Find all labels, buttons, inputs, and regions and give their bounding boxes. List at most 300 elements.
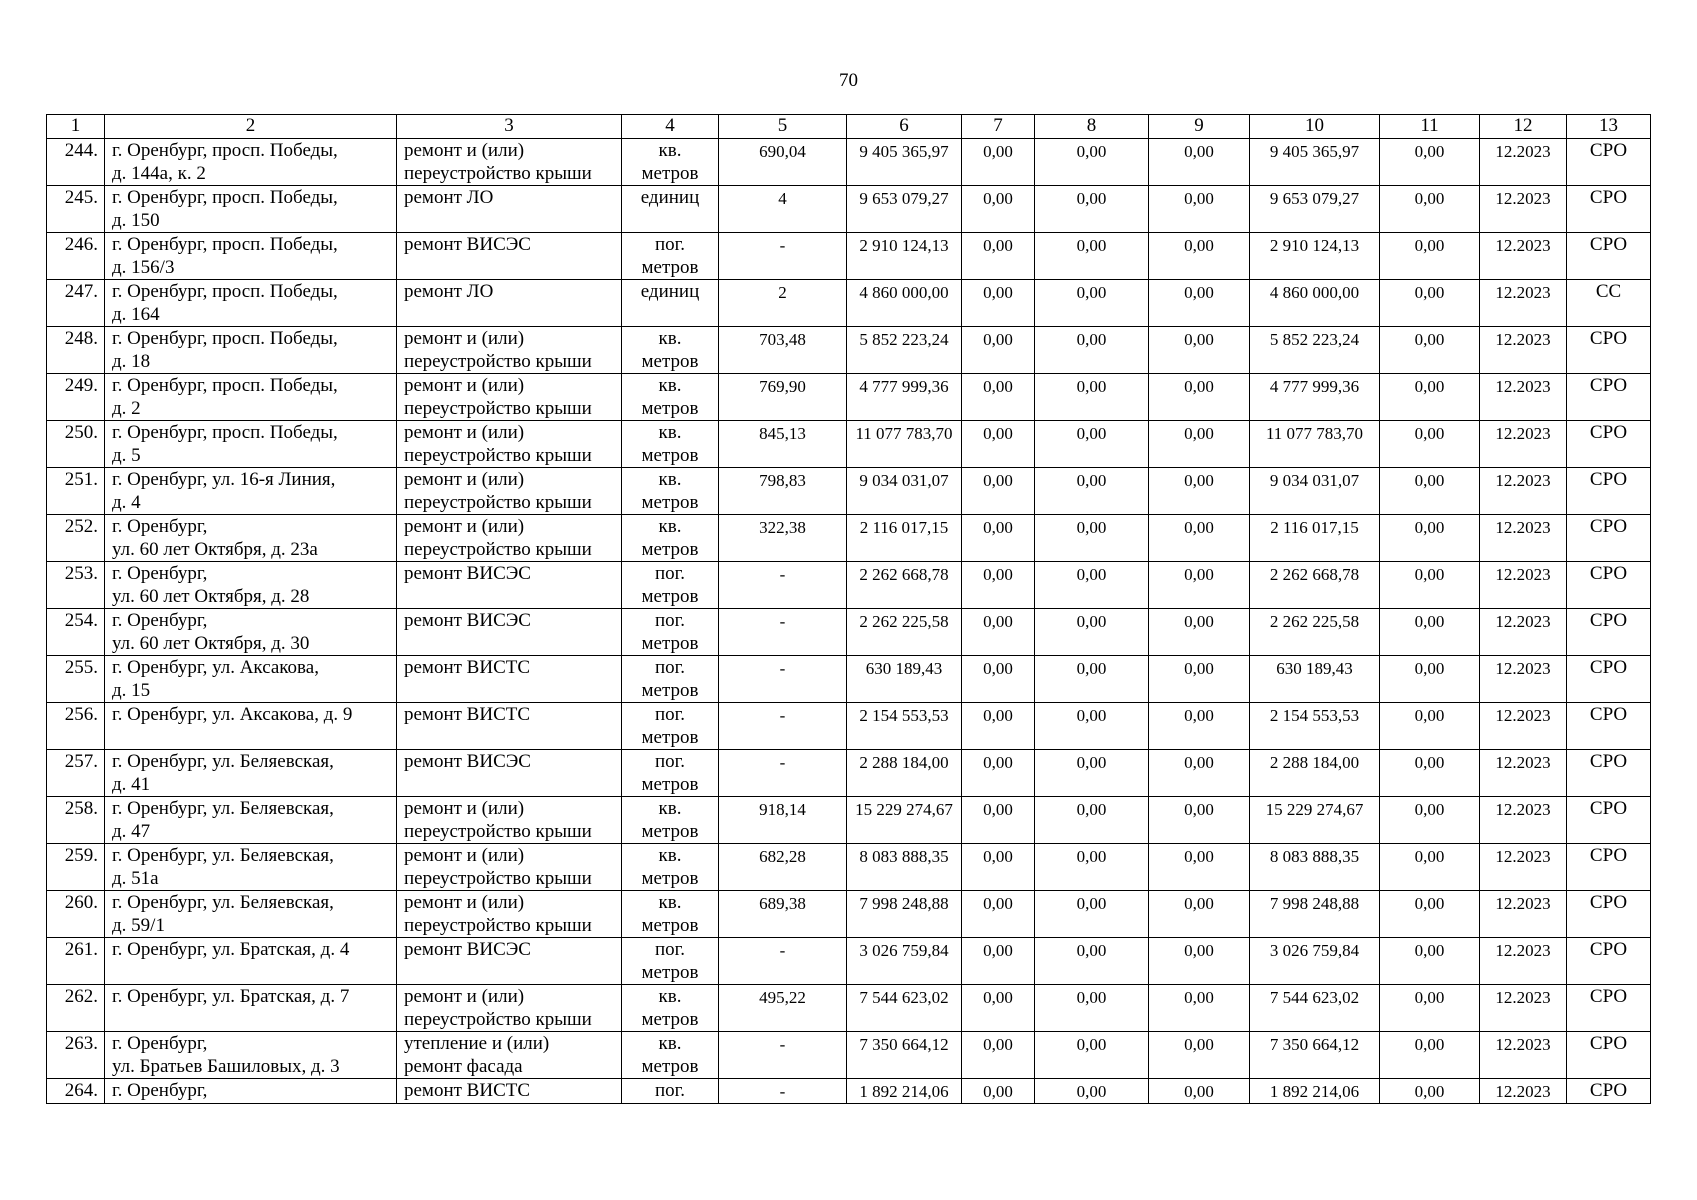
cell-cost-col-8: 0,00 — [1035, 280, 1149, 327]
cell-total-cost: 7 350 664,12 — [847, 1032, 962, 1079]
cell-cost-col-7: 0,00 — [962, 656, 1035, 703]
cell-address: г. Оренбург, просп. Победы, д. 18 — [105, 327, 397, 374]
cell-cost-col-10: 2 288 184,00 — [1250, 750, 1380, 797]
cell-method: СРО — [1567, 891, 1651, 938]
cell-cost-col-10: 2 262 668,78 — [1250, 562, 1380, 609]
cell-volume: 845,13 — [719, 421, 847, 468]
cell-method: СРО — [1567, 139, 1651, 186]
cell-row-number: 250. — [47, 421, 105, 468]
cell-row-number: 256. — [47, 703, 105, 750]
cell-cost-col-9: 0,00 — [1149, 468, 1250, 515]
table-row — [47, 1079, 1651, 1104]
cell-cost-col-8: 0,00 — [1035, 891, 1149, 938]
cell-cost-col-10: 9 405 365,97 — [1250, 139, 1380, 186]
cell-total-cost: 1 892 214,06 — [847, 1079, 962, 1104]
cell-row-number: 247. — [47, 280, 105, 327]
cell-cost-col-7: 0,00 — [962, 609, 1035, 656]
table-row — [47, 280, 1651, 327]
cell-work-type: ремонт и (или) переустройство крыши — [397, 985, 622, 1032]
cell-method: СРО — [1567, 1079, 1651, 1104]
cell-cost-col-10: 3 026 759,84 — [1250, 938, 1380, 985]
cell-completion-date: 12.2023 — [1480, 985, 1567, 1032]
cell-row-number: 258. — [47, 797, 105, 844]
cell-row-number: 254. — [47, 609, 105, 656]
cell-cost-col-11: 0,00 — [1380, 562, 1480, 609]
table-row — [47, 844, 1651, 891]
cell-cost-col-11: 0,00 — [1380, 609, 1480, 656]
cell-row-number: 262. — [47, 985, 105, 1032]
cell-work-type: ремонт и (или) переустройство крыши — [397, 468, 622, 515]
cell-total-cost: 2 154 553,53 — [847, 703, 962, 750]
cell-row-number: 263. — [47, 1032, 105, 1079]
cell-address: г. Оренбург, ул. Братская, д. 4 — [105, 938, 397, 985]
cell-cost-col-8: 0,00 — [1035, 421, 1149, 468]
table-row — [47, 139, 1651, 186]
cell-method: СРО — [1567, 468, 1651, 515]
cell-cost-col-8: 0,00 — [1035, 1079, 1149, 1104]
cell-completion-date: 12.2023 — [1480, 891, 1567, 938]
cell-volume: - — [719, 1079, 847, 1104]
cell-volume: 689,38 — [719, 891, 847, 938]
cell-work-type: утепление и (или) ремонт фасада — [397, 1032, 622, 1079]
table-row — [47, 562, 1651, 609]
cell-row-number: 244. — [47, 139, 105, 186]
cell-completion-date: 12.2023 — [1480, 1032, 1567, 1079]
cell-method: СРО — [1567, 938, 1651, 985]
cell-cost-col-7: 0,00 — [962, 186, 1035, 233]
cell-method: СРО — [1567, 609, 1651, 656]
cell-cost-col-8: 0,00 — [1035, 327, 1149, 374]
cell-completion-date: 12.2023 — [1480, 280, 1567, 327]
cell-unit: кв. метров — [622, 374, 719, 421]
cell-cost-col-11: 0,00 — [1380, 515, 1480, 562]
cell-cost-col-7: 0,00 — [962, 280, 1035, 327]
cell-volume: - — [719, 562, 847, 609]
cell-unit: пог. метров — [622, 656, 719, 703]
cell-total-cost: 4 860 000,00 — [847, 280, 962, 327]
cell-unit: единиц — [622, 280, 719, 327]
header-row — [47, 115, 1651, 139]
cell-method: СРО — [1567, 844, 1651, 891]
cell-cost-col-9: 0,00 — [1149, 374, 1250, 421]
cell-cost-col-9: 0,00 — [1149, 844, 1250, 891]
capital-repair-table — [46, 114, 1651, 1104]
column-header-2: 2 — [105, 115, 397, 139]
cell-cost-col-10: 5 852 223,24 — [1250, 327, 1380, 374]
cell-cost-col-7: 0,00 — [962, 750, 1035, 797]
table-body — [47, 139, 1651, 1104]
table-row — [47, 797, 1651, 844]
cell-work-type: ремонт и (или) переустройство крыши — [397, 421, 622, 468]
cell-work-type: ремонт ВИСТС — [397, 1079, 622, 1104]
cell-method: СРО — [1567, 421, 1651, 468]
cell-total-cost: 2 288 184,00 — [847, 750, 962, 797]
cell-cost-col-9: 0,00 — [1149, 609, 1250, 656]
table-row — [47, 468, 1651, 515]
cell-cost-col-8: 0,00 — [1035, 233, 1149, 280]
cell-row-number: 246. — [47, 233, 105, 280]
cell-address: г. Оренбург, ул. Беляевская, д. 59/1 — [105, 891, 397, 938]
cell-cost-col-7: 0,00 — [962, 844, 1035, 891]
cell-cost-col-8: 0,00 — [1035, 656, 1149, 703]
cell-total-cost: 9 405 365,97 — [847, 139, 962, 186]
cell-cost-col-11: 0,00 — [1380, 421, 1480, 468]
table-row — [47, 1032, 1651, 1079]
cell-volume: - — [719, 703, 847, 750]
cell-cost-col-9: 0,00 — [1149, 750, 1250, 797]
cell-cost-col-11: 0,00 — [1380, 280, 1480, 327]
cell-work-type: ремонт ЛО — [397, 186, 622, 233]
cell-total-cost: 7 544 623,02 — [847, 985, 962, 1032]
cell-method: СРО — [1567, 562, 1651, 609]
cell-cost-col-7: 0,00 — [962, 562, 1035, 609]
cell-completion-date: 12.2023 — [1480, 515, 1567, 562]
cell-method: СРО — [1567, 985, 1651, 1032]
table-row — [47, 609, 1651, 656]
cell-cost-col-9: 0,00 — [1149, 186, 1250, 233]
cell-cost-col-10: 7 350 664,12 — [1250, 1032, 1380, 1079]
cell-total-cost: 4 777 999,36 — [847, 374, 962, 421]
cell-total-cost: 9 034 031,07 — [847, 468, 962, 515]
table-row — [47, 938, 1651, 985]
cell-completion-date: 12.2023 — [1480, 797, 1567, 844]
table-row — [47, 233, 1651, 280]
cell-work-type: ремонт ВИСЭС — [397, 562, 622, 609]
cell-address: г. Оренбург, просп. Победы, д. 5 — [105, 421, 397, 468]
cell-volume: - — [719, 938, 847, 985]
cell-total-cost: 9 653 079,27 — [847, 186, 962, 233]
cell-cost-col-11: 0,00 — [1380, 656, 1480, 703]
cell-cost-col-7: 0,00 — [962, 327, 1035, 374]
cell-cost-col-10: 9 034 031,07 — [1250, 468, 1380, 515]
cell-unit: пог. — [622, 1079, 719, 1104]
cell-row-number: 257. — [47, 750, 105, 797]
cell-cost-col-9: 0,00 — [1149, 985, 1250, 1032]
cell-cost-col-10: 11 077 783,70 — [1250, 421, 1380, 468]
cell-address: г. Оренбург, просп. Победы, д. 156/3 — [105, 233, 397, 280]
cell-method: СРО — [1567, 515, 1651, 562]
cell-volume: 918,14 — [719, 797, 847, 844]
cell-cost-col-7: 0,00 — [962, 703, 1035, 750]
cell-address: г. Оренбург, просп. Победы, д. 164 — [105, 280, 397, 327]
cell-work-type: ремонт ВИСЭС — [397, 750, 622, 797]
cell-cost-col-8: 0,00 — [1035, 468, 1149, 515]
cell-cost-col-10: 7 544 623,02 — [1250, 985, 1380, 1032]
cell-volume: 690,04 — [719, 139, 847, 186]
cell-cost-col-11: 0,00 — [1380, 233, 1480, 280]
cell-method: СРО — [1567, 656, 1651, 703]
cell-total-cost: 5 852 223,24 — [847, 327, 962, 374]
cell-cost-col-8: 0,00 — [1035, 609, 1149, 656]
cell-unit: кв. метров — [622, 515, 719, 562]
cell-cost-col-10: 2 154 553,53 — [1250, 703, 1380, 750]
cell-cost-col-9: 0,00 — [1149, 1032, 1250, 1079]
cell-address: г. Оренбург, ул. Беляевская, д. 41 — [105, 750, 397, 797]
cell-address: г. Оренбург, ул. 60 лет Октября, д. 30 — [105, 609, 397, 656]
cell-cost-col-10: 7 998 248,88 — [1250, 891, 1380, 938]
cell-cost-col-9: 0,00 — [1149, 139, 1250, 186]
table-row — [47, 374, 1651, 421]
table-row — [47, 421, 1651, 468]
table-row — [47, 750, 1651, 797]
table-row — [47, 327, 1651, 374]
cell-address: г. Оренбург, ул. Беляевская, д. 47 — [105, 797, 397, 844]
cell-work-type: ремонт ВИСЭС — [397, 938, 622, 985]
cell-cost-col-9: 0,00 — [1149, 703, 1250, 750]
cell-volume: 703,48 — [719, 327, 847, 374]
column-header-5: 5 — [719, 115, 847, 139]
cell-row-number: 260. — [47, 891, 105, 938]
cell-volume: 682,28 — [719, 844, 847, 891]
column-header-12: 12 — [1480, 115, 1567, 139]
cell-volume: 798,83 — [719, 468, 847, 515]
cell-unit: кв. метров — [622, 985, 719, 1032]
cell-cost-col-7: 0,00 — [962, 938, 1035, 985]
column-header-1: 1 — [47, 115, 105, 139]
cell-completion-date: 12.2023 — [1480, 656, 1567, 703]
cell-unit: кв. метров — [622, 891, 719, 938]
cell-total-cost: 2 910 124,13 — [847, 233, 962, 280]
cell-cost-col-8: 0,00 — [1035, 139, 1149, 186]
cell-unit: кв. метров — [622, 468, 719, 515]
cell-address: г. Оренбург, просп. Победы, д. 150 — [105, 186, 397, 233]
cell-method: СРО — [1567, 1032, 1651, 1079]
cell-work-type: ремонт и (или) переустройство крыши — [397, 797, 622, 844]
cell-row-number: 259. — [47, 844, 105, 891]
cell-cost-col-8: 0,00 — [1035, 703, 1149, 750]
cell-row-number: 252. — [47, 515, 105, 562]
cell-row-number: 249. — [47, 374, 105, 421]
page-number: 70 — [839, 70, 858, 91]
cell-cost-col-11: 0,00 — [1380, 1079, 1480, 1104]
cell-work-type: ремонт ЛО — [397, 280, 622, 327]
cell-cost-col-7: 0,00 — [962, 1079, 1035, 1104]
cell-work-type: ремонт ВИСЭС — [397, 609, 622, 656]
cell-unit: пог. метров — [622, 750, 719, 797]
cell-work-type: ремонт и (или) переустройство крыши — [397, 844, 622, 891]
cell-cost-col-10: 15 229 274,67 — [1250, 797, 1380, 844]
cell-total-cost: 2 262 225,58 — [847, 609, 962, 656]
cell-volume: - — [719, 609, 847, 656]
column-header-8: 8 — [1035, 115, 1149, 139]
cell-unit: кв. метров — [622, 844, 719, 891]
cell-address: г. Оренбург, ул. Братьев Башиловых, д. 3 — [105, 1032, 397, 1079]
cell-unit: кв. метров — [622, 327, 719, 374]
cell-completion-date: 12.2023 — [1480, 374, 1567, 421]
cell-cost-col-8: 0,00 — [1035, 797, 1149, 844]
cell-total-cost: 630 189,43 — [847, 656, 962, 703]
cell-cost-col-7: 0,00 — [962, 891, 1035, 938]
cell-address: г. Оренбург, ул. Беляевская, д. 51а — [105, 844, 397, 891]
cell-total-cost: 7 998 248,88 — [847, 891, 962, 938]
cell-row-number: 253. — [47, 562, 105, 609]
cell-volume: - — [719, 750, 847, 797]
cell-address: г. Оренбург, ул. Аксакова, д. 15 — [105, 656, 397, 703]
cell-completion-date: 12.2023 — [1480, 609, 1567, 656]
cell-cost-col-9: 0,00 — [1149, 233, 1250, 280]
cell-method: СРО — [1567, 797, 1651, 844]
cell-unit: пог. метров — [622, 938, 719, 985]
column-header-13: 13 — [1567, 115, 1651, 139]
cell-completion-date: 12.2023 — [1480, 421, 1567, 468]
cell-cost-col-8: 0,00 — [1035, 1032, 1149, 1079]
cell-cost-col-8: 0,00 — [1035, 186, 1149, 233]
cell-cost-col-11: 0,00 — [1380, 985, 1480, 1032]
cell-cost-col-10: 4 777 999,36 — [1250, 374, 1380, 421]
cell-unit: пог. метров — [622, 703, 719, 750]
cell-cost-col-10: 1 892 214,06 — [1250, 1079, 1380, 1104]
cell-cost-col-11: 0,00 — [1380, 139, 1480, 186]
cell-total-cost: 11 077 783,70 — [847, 421, 962, 468]
cell-work-type: ремонт ВИСТС — [397, 703, 622, 750]
column-header-6: 6 — [847, 115, 962, 139]
table-row — [47, 985, 1651, 1032]
cell-address: г. Оренбург, ул. 16-я Линия, д. 4 — [105, 468, 397, 515]
cell-method: СС — [1567, 280, 1651, 327]
cell-cost-col-11: 0,00 — [1380, 374, 1480, 421]
cell-unit: кв. метров — [622, 421, 719, 468]
cell-address: г. Оренбург, ул. 60 лет Октября, д. 28 — [105, 562, 397, 609]
cell-cost-col-8: 0,00 — [1035, 844, 1149, 891]
cell-cost-col-9: 0,00 — [1149, 515, 1250, 562]
cell-cost-col-11: 0,00 — [1380, 186, 1480, 233]
cell-cost-col-11: 0,00 — [1380, 844, 1480, 891]
cell-cost-col-8: 0,00 — [1035, 938, 1149, 985]
cell-method: СРО — [1567, 703, 1651, 750]
cell-unit: единиц — [622, 186, 719, 233]
cell-row-number: 248. — [47, 327, 105, 374]
cell-method: СРО — [1567, 186, 1651, 233]
cell-cost-col-9: 0,00 — [1149, 891, 1250, 938]
cell-cost-col-7: 0,00 — [962, 1032, 1035, 1079]
cell-completion-date: 12.2023 — [1480, 327, 1567, 374]
cell-cost-col-8: 0,00 — [1035, 374, 1149, 421]
cell-work-type: ремонт и (или) переустройство крыши — [397, 327, 622, 374]
table-row — [47, 703, 1651, 750]
cell-completion-date: 12.2023 — [1480, 938, 1567, 985]
table-row — [47, 891, 1651, 938]
cell-method: СРО — [1567, 327, 1651, 374]
cell-cost-col-9: 0,00 — [1149, 656, 1250, 703]
cell-cost-col-8: 0,00 — [1035, 562, 1149, 609]
cell-address: г. Оренбург, — [105, 1079, 397, 1104]
column-header-7: 7 — [962, 115, 1035, 139]
cell-cost-col-11: 0,00 — [1380, 750, 1480, 797]
cell-method: СРО — [1567, 233, 1651, 280]
cell-method: СРО — [1567, 374, 1651, 421]
cell-work-type: ремонт и (или) переустройство крыши — [397, 891, 622, 938]
cell-total-cost: 3 026 759,84 — [847, 938, 962, 985]
cell-cost-col-7: 0,00 — [962, 421, 1035, 468]
cell-unit: пог. метров — [622, 562, 719, 609]
cell-cost-col-11: 0,00 — [1380, 891, 1480, 938]
cell-cost-col-9: 0,00 — [1149, 280, 1250, 327]
cell-total-cost: 2 262 668,78 — [847, 562, 962, 609]
cell-address: г. Оренбург, ул. Братская, д. 7 — [105, 985, 397, 1032]
cell-cost-col-9: 0,00 — [1149, 797, 1250, 844]
cell-work-type: ремонт ВИСТС — [397, 656, 622, 703]
cell-unit: кв. метров — [622, 139, 719, 186]
cell-volume: 322,38 — [719, 515, 847, 562]
cell-cost-col-8: 0,00 — [1035, 750, 1149, 797]
cell-volume: 4 — [719, 186, 847, 233]
cell-cost-col-8: 0,00 — [1035, 515, 1149, 562]
cell-volume: - — [719, 233, 847, 280]
cell-cost-col-9: 0,00 — [1149, 1079, 1250, 1104]
cell-completion-date: 12.2023 — [1480, 1079, 1567, 1104]
cell-completion-date: 12.2023 — [1480, 750, 1567, 797]
column-header-3: 3 — [397, 115, 622, 139]
cell-total-cost: 8 083 888,35 — [847, 844, 962, 891]
cell-unit: пог. метров — [622, 233, 719, 280]
cell-cost-col-9: 0,00 — [1149, 562, 1250, 609]
cell-cost-col-9: 0,00 — [1149, 421, 1250, 468]
cell-cost-col-10: 9 653 079,27 — [1250, 186, 1380, 233]
cell-completion-date: 12.2023 — [1480, 468, 1567, 515]
table-row — [47, 186, 1651, 233]
table-header — [47, 115, 1651, 139]
cell-cost-col-10: 4 860 000,00 — [1250, 280, 1380, 327]
table-row — [47, 656, 1651, 703]
cell-cost-col-7: 0,00 — [962, 468, 1035, 515]
cell-cost-col-7: 0,00 — [962, 374, 1035, 421]
cell-completion-date: 12.2023 — [1480, 233, 1567, 280]
cell-address: г. Оренбург, просп. Победы, д. 2 — [105, 374, 397, 421]
cell-cost-col-10: 8 083 888,35 — [1250, 844, 1380, 891]
cell-cost-col-7: 0,00 — [962, 233, 1035, 280]
cell-cost-col-7: 0,00 — [962, 515, 1035, 562]
cell-cost-col-11: 0,00 — [1380, 703, 1480, 750]
cell-work-type: ремонт ВИСЭС — [397, 233, 622, 280]
cell-cost-col-11: 0,00 — [1380, 938, 1480, 985]
column-header-9: 9 — [1149, 115, 1250, 139]
cell-cost-col-11: 0,00 — [1380, 797, 1480, 844]
cell-row-number: 245. — [47, 186, 105, 233]
cell-work-type: ремонт и (или) переустройство крыши — [397, 515, 622, 562]
table-row — [47, 515, 1651, 562]
cell-address: г. Оренбург, ул. 60 лет Октября, д. 23а — [105, 515, 397, 562]
cell-cost-col-10: 2 262 225,58 — [1250, 609, 1380, 656]
cell-cost-col-11: 0,00 — [1380, 327, 1480, 374]
cell-row-number: 261. — [47, 938, 105, 985]
cell-cost-col-9: 0,00 — [1149, 938, 1250, 985]
cell-cost-col-8: 0,00 — [1035, 985, 1149, 1032]
cell-volume: 2 — [719, 280, 847, 327]
cell-cost-col-10: 630 189,43 — [1250, 656, 1380, 703]
cell-cost-col-7: 0,00 — [962, 797, 1035, 844]
cell-row-number: 251. — [47, 468, 105, 515]
cell-unit: кв. метров — [622, 797, 719, 844]
cell-cost-col-9: 0,00 — [1149, 327, 1250, 374]
cell-work-type: ремонт и (или) переустройство крыши — [397, 374, 622, 421]
cell-cost-col-7: 0,00 — [962, 139, 1035, 186]
cell-method: СРО — [1567, 750, 1651, 797]
cell-work-type: ремонт и (или) переустройство крыши — [397, 139, 622, 186]
column-header-10: 10 — [1250, 115, 1380, 139]
cell-cost-col-7: 0,00 — [962, 985, 1035, 1032]
cell-row-number: 264. — [47, 1079, 105, 1104]
cell-volume: 495,22 — [719, 985, 847, 1032]
cell-completion-date: 12.2023 — [1480, 186, 1567, 233]
column-header-11: 11 — [1380, 115, 1480, 139]
cell-cost-col-11: 0,00 — [1380, 1032, 1480, 1079]
cell-address: г. Оренбург, просп. Победы, д. 144а, к. 2 — [105, 139, 397, 186]
cell-volume: - — [719, 656, 847, 703]
cell-completion-date: 12.2023 — [1480, 562, 1567, 609]
cell-row-number: 255. — [47, 656, 105, 703]
cell-unit: пог. метров — [622, 609, 719, 656]
cell-cost-col-10: 2 910 124,13 — [1250, 233, 1380, 280]
